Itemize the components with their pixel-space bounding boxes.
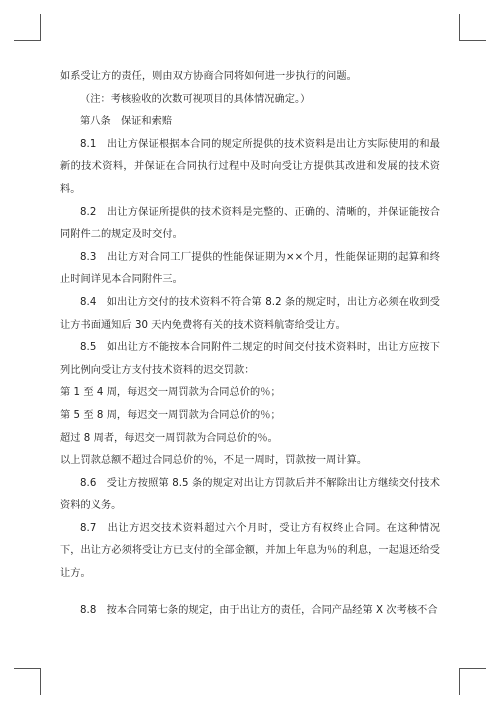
clause-8-2: 8.2 出让方保证所提供的技术资料是完整的、正确的、清晰的，并保证能按合同附件二的规定及时交付。 (60, 206, 440, 241)
clause-8-4: 8.4 如出让方交付的技术资料不符合第 8.2 条的规定时，出让方必须在收到受让方书面通知后 30 天内免费将有关的技术资料航寄给受让方。 (60, 296, 440, 331)
penalty-weeks-1-4: 第 1 至 4 周，每迟交一周罚款为合同总价的％； (60, 387, 281, 399)
penalty-weeks-5-8: 第 5 至 8 周，每迟交一周罚款为合同总价的％； (60, 409, 281, 421)
clause-8-7: 8.7 出让方迟交技术资料超过六个月时，受让方有权终止合同。在这种情况下，出让方必须将受让方已支付的全部金额，并加上年息为％的利息，一起退还给受让方。 (60, 522, 440, 580)
clause-8-5: 8.5 如出让方不能按本合同附件二规定的时间交付技术资料时，出让方应按下列比例向受让方支付技术资料的迟交罚款： (60, 342, 440, 376)
section-heading-article-8: 第八条 保证和索赔 (80, 116, 173, 128)
paragraph-spacer (60, 586, 440, 600)
crop-mark-top-left (14, 14, 44, 44)
penalty-over-8-weeks: 超过 8 周者，每迟交一周罚款为合同总价的％。 (60, 432, 278, 444)
clause-8-8: 8.8 按本合同第七条的规定，由于出让方的责任，合同产品经第 X 次考核不合 (80, 604, 438, 616)
clause-8-3: 8.3 出让方对合同工厂提供的性能保证期为××个月，性能保证期的起算和终止时间详见本合同附件三。 (60, 251, 440, 286)
clause-8-1: 8.1 出让方保证根据本合同的规定所提供的技术资料是出让方实际使用的和最新的技术资料，并保证在合同执行过程中及时向受让方提供其改进和发展的技术资料。 (60, 138, 440, 195)
crop-mark-bottom-right (456, 665, 486, 695)
penalty-total-cap: 以上罚款总额不超过合同总价的％，不足一周时，罚款按一周计算。 (60, 455, 368, 467)
document-body (60, 66, 440, 622)
paragraph-note: （注：考核验收的次数可视项目的具体情况确定。） (80, 93, 311, 105)
crop-mark-bottom-left (14, 665, 44, 695)
clause-8-6: 8.6 受让方按照第 8.5 条的规定对出让方罚款后并不解除出让方继续交付技术资料的义务。 (60, 477, 440, 512)
crop-mark-top-right (456, 14, 486, 44)
paragraph-continuation: 如系受让方的责任，则由双方协商合同将如何进一步执行的问题。 (60, 71, 357, 82)
